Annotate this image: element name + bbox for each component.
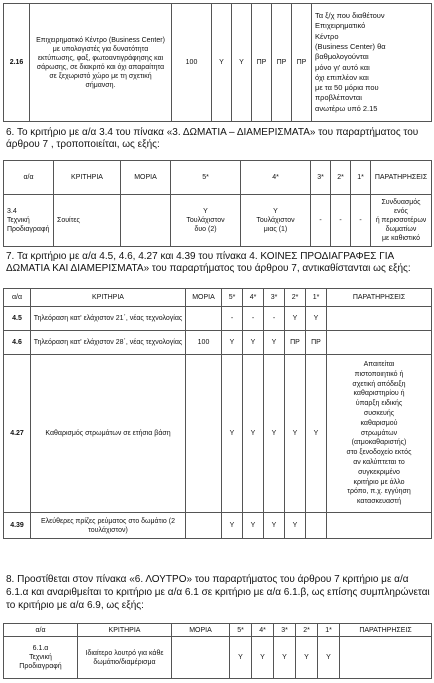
star4-cell: Υ xyxy=(232,4,252,122)
header-points: ΜΟΡΙΑ xyxy=(121,161,171,195)
star1-cell: ΠΡ xyxy=(306,331,327,355)
header-2star: 2* xyxy=(331,161,351,195)
table-business-center xyxy=(3,3,432,122)
star4-cell: Υ Τουλάχιστον μιας (1) xyxy=(241,195,311,247)
header-5star: 5* xyxy=(171,161,241,195)
points-cell xyxy=(121,195,171,247)
table-row xyxy=(4,4,432,122)
star3-cell: Υ xyxy=(264,513,285,539)
row-id: 6.1.α Τεχνική Προδιαγραφή xyxy=(4,637,78,679)
points-cell: 100 xyxy=(172,4,212,122)
header-criterion: ΚΡΙΤΗΡΙΑ xyxy=(54,161,121,195)
table-row xyxy=(4,307,432,331)
star2-cell: ΠΡ xyxy=(272,4,292,122)
table-row xyxy=(4,355,432,513)
table-header-row xyxy=(4,289,432,307)
table-row xyxy=(4,513,432,539)
criterion-cell: Τηλεόραση κατ' ελάχιστον 21΄, νέας τεχνολογίας xyxy=(31,307,186,331)
star1-cell: Υ xyxy=(318,637,340,679)
star5-cell: Υ xyxy=(212,4,232,122)
table-rooms xyxy=(3,160,432,247)
points-cell xyxy=(186,355,222,513)
header-1star: 1* xyxy=(306,289,327,307)
star3-cell: ΠΡ xyxy=(252,4,272,122)
star2-cell: - xyxy=(331,195,351,247)
star2-cell: Υ xyxy=(296,637,318,679)
star1-cell: ΠΡ xyxy=(292,4,312,122)
paragraph-6: 6. Το κριτήριο με α/α 3.4 του πίνακα «3. ΔΩΜΑΤΙΑ – ΔΙΑΜΕΡΙΣΜΑΤΑ» του παραρτήματος του άρθρου 7 , τροποποιείται, ως εξής: xyxy=(6,127,419,150)
header-criterion: ΚΡΙΤΗΡΙΑ xyxy=(78,624,172,637)
criterion-cell: Καθαρισμός στρωμάτων σε ετήσια βάση xyxy=(31,355,186,513)
header-5star: 5* xyxy=(222,289,243,307)
star5-cell: Υ Τουλάχιστον δυο (2) xyxy=(171,195,241,247)
notes-cell xyxy=(327,331,432,355)
header-3star: 3* xyxy=(264,289,285,307)
row-id: 4.5 xyxy=(4,307,31,331)
header-3star: 3* xyxy=(274,624,296,637)
table-bathroom xyxy=(3,623,432,679)
header-id: α/α xyxy=(4,161,54,195)
star3-cell: - xyxy=(264,307,285,331)
table-row xyxy=(4,331,432,355)
table-row xyxy=(4,637,432,679)
star4-cell: Υ xyxy=(243,513,264,539)
criterion-cell: Σουίτες xyxy=(54,195,121,247)
star2-cell: Υ xyxy=(285,513,306,539)
header-4star: 4* xyxy=(252,624,274,637)
star5-cell: Υ xyxy=(222,355,243,513)
header-2star: 2* xyxy=(285,289,306,307)
row-id: 4.27 xyxy=(4,355,31,513)
header-4star: 4* xyxy=(241,161,311,195)
criterion-cell: Ιδιαίτερο λουτρό για κάθε δωμάτιο/διαμέρισμα xyxy=(78,637,172,679)
header-points: ΜΟΡΙΑ xyxy=(186,289,222,307)
star5-cell: Υ xyxy=(222,513,243,539)
star1-cell xyxy=(306,513,327,539)
table-header-row xyxy=(4,624,432,637)
star4-cell: - xyxy=(243,307,264,331)
notes-cell xyxy=(340,637,432,679)
paragraph-7: 7. Τα κριτήριο με α/α 4.5, 4.6, 4.27 και 4.39 του πίνακα 4. ΚΟΙΝΕΣ ΠΡΟΔΙΑΓΡΑΦΕΣ ΓΙΑ ΔΩΜΑΤΙΑ ΚΑΙ ΔΙΑΜΕΡΙΣΜΑΤΑ» του παραρτήματος του άρθρου 7, αντικαθίστανται ως εξής: xyxy=(6,251,411,274)
star3-cell: Υ xyxy=(274,637,296,679)
row-id: 2.16 xyxy=(4,4,30,122)
header-5star: 5* xyxy=(230,624,252,637)
star4-cell: Υ xyxy=(243,355,264,513)
star2-cell: ΠΡ xyxy=(285,331,306,355)
header-4star: 4* xyxy=(243,289,264,307)
header-criterion: ΚΡΙΤΗΡΙΑ xyxy=(31,289,186,307)
criterion-cell: Επιχειρηματικό Κέντρο (Business Center) με υπολογιστές για δυνατότητα εκτύπωσης, φαξ, φωτοαντιγράφησης και σάρωσης, σε διακριτό και όχι απαραίτητα σε ξεχωριστό χώρο με τη σχετική σήμανση. xyxy=(30,4,172,122)
notes-cell xyxy=(327,513,432,539)
points-cell: 100 xyxy=(186,331,222,355)
star5-cell: - xyxy=(222,307,243,331)
row-id: 3.4 Τεχνική Προδιαγραφή xyxy=(4,195,54,247)
table-row xyxy=(4,195,432,247)
header-1star: 1* xyxy=(351,161,371,195)
star4-cell: Υ xyxy=(243,331,264,355)
table-common-specs xyxy=(3,288,432,539)
points-cell xyxy=(186,307,222,331)
header-notes: ΠΑΡΑΤΗΡΗΣΕΙΣ xyxy=(327,289,432,307)
header-2star: 2* xyxy=(296,624,318,637)
star2-cell: Υ xyxy=(285,307,306,331)
row-id: 4.6 xyxy=(4,331,31,355)
star1-cell: - xyxy=(351,195,371,247)
header-1star: 1* xyxy=(318,624,340,637)
star2-cell: Υ xyxy=(285,355,306,513)
criterion-cell: Ελεύθερες πρίζες ρεύματος στο δωμάτιο (2 τουλάχιστον) xyxy=(31,513,186,539)
header-notes: ΠΑΡΑΤΗΡΗΣΕΙΣ xyxy=(340,624,432,637)
notes-cell xyxy=(327,307,432,331)
header-points: ΜΟΡΙΑ xyxy=(172,624,230,637)
star5-cell: Υ xyxy=(222,331,243,355)
table-header-row xyxy=(4,161,432,195)
star5-cell: Υ xyxy=(230,637,252,679)
header-id: α/α xyxy=(4,289,31,307)
header-3star: 3* xyxy=(311,161,331,195)
star1-cell: Υ xyxy=(306,355,327,513)
paragraph-8: 8. Προστίθεται στον πίνακα «6. ΛΟΥΤΡΟ» του παραρτήματος του άρθρου 7 κριτήριο με α/α 6.1.α και αναριθμείται το κριτήριο με α/α 6.1 σε κριτήριο με α/α 6.1.β, ως επίσης συμπληρώνεται το κριτήριο με α/α 6.9, ως εξής: xyxy=(6,574,430,611)
header-id: α/α xyxy=(4,624,78,637)
star3-cell: - xyxy=(311,195,331,247)
header-notes: ΠΑΡΑΤΗΡΗΣΕΙΣ xyxy=(371,161,432,195)
star3-cell: Υ xyxy=(264,331,285,355)
star3-cell: Υ xyxy=(264,355,285,513)
notes-cell: Απαιτείται πιστοποιητικό ή σχετική απόδειξη καθαριστηρίου ή ύπαρξη ειδικής συσκευής καθαρισμού στρωμάτων (ατμοκαθαριστής) στο ξενοδοχείο εκτός αν καλύπτεται το συγκεκριμένο κριτήριο με άλλο τρόπο, π.χ. εγγύηση κατασκευαστή xyxy=(327,355,432,513)
star1-cell: Υ xyxy=(306,307,327,331)
notes-cell: Τα ξ/χ που διαθέτουν Επιχειρηματικό Κέντρο (Business Center) θα βαθμολογούνται μόνο γι' αυτό και όχι επιπλέον και με τα 50 μόρια που προβλέπονται ανωτέρω υπό 2.15 xyxy=(312,4,432,122)
notes-cell: Συνδυασμός ενός ή περισσοτέρων δωματίων με καθιστικό xyxy=(371,195,432,247)
points-cell xyxy=(172,637,230,679)
criterion-cell: Τηλεόραση κατ' ελάχιστον 28΄, νέας τεχνολογίας xyxy=(31,331,186,355)
star4-cell: Υ xyxy=(252,637,274,679)
row-id: 4.39 xyxy=(4,513,31,539)
points-cell xyxy=(186,513,222,539)
